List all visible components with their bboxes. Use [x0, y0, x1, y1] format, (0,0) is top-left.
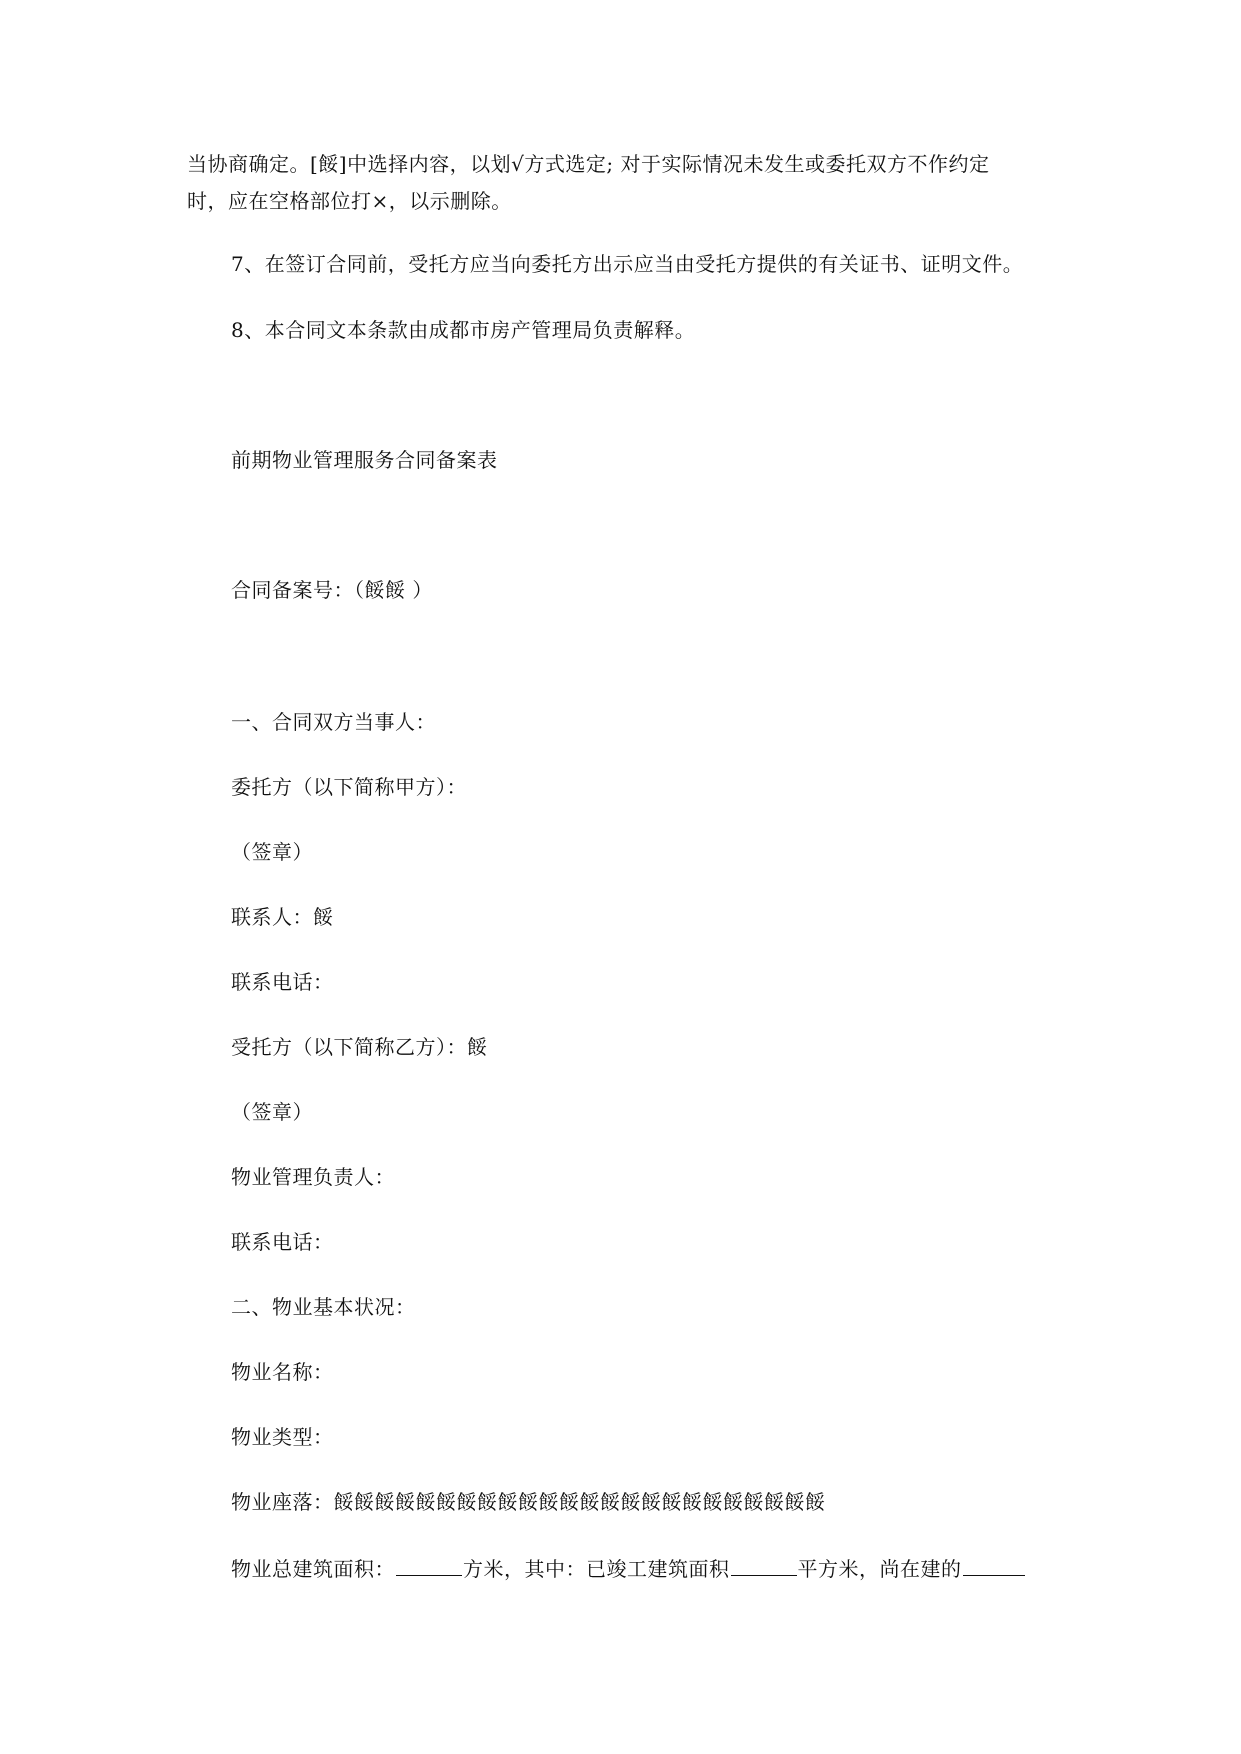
area-unit-text: 方米，其中：已竣工建筑面积: [463, 1557, 730, 1581]
under-construction-blank[interactable]: [963, 1553, 1025, 1576]
seal-label: （签章）: [231, 840, 313, 864]
record-number: 合同备案号：（餒餒 ）: [231, 578, 433, 602]
section-heading-parties: 一、合同双方当事人：: [231, 710, 436, 734]
contractor-label: 受托方（以下简称乙方）：餒: [231, 1035, 488, 1059]
area-label: 物业总建筑面积：: [231, 1557, 395, 1581]
clause-7: 7、在签订合同前，受托方应当向委托方出示应当由受托方提供的有关证书、证明文件。: [231, 252, 1024, 276]
area-total-blank[interactable]: [396, 1553, 462, 1576]
property-name: 物业名称：: [231, 1360, 334, 1384]
client-label: 委托方（以下简称甲方）：: [231, 775, 467, 799]
seal-label: （签章）: [231, 1100, 313, 1124]
contact-phone: 联系电话：: [231, 1230, 334, 1254]
paragraph-line: 当协商确定。[餒]中选择内容，以划√方式选定; 对于实际情况未发生或委托双方不作约定: [187, 152, 990, 176]
property-type: 物业类型：: [231, 1425, 334, 1449]
contact-person: 联系人：餒: [231, 905, 334, 929]
building-area-line: [231, 1553, 1026, 1583]
completed-area-blank[interactable]: [731, 1553, 797, 1576]
property-location: 物业座落：餒餒餒餒餒餒餒餒餒餒餒餒餒餒餒餒餒餒餒餒餒餒餒餒: [231, 1490, 826, 1514]
section-heading-property: 二、物业基本状况：: [231, 1295, 416, 1319]
area-unit-text-2: 平方米，尚在建的: [797, 1557, 962, 1581]
clause-8: 8、本合同文本条款由成都市房产管理局负责解释。: [231, 318, 696, 342]
contact-phone: 联系电话：: [231, 970, 334, 994]
form-title: 前期物业管理服务合同备案表: [231, 448, 498, 472]
paragraph-line: 时，应在空格部位打×，以示删除。: [187, 189, 512, 213]
property-manager: 物业管理负责人：: [231, 1165, 395, 1189]
